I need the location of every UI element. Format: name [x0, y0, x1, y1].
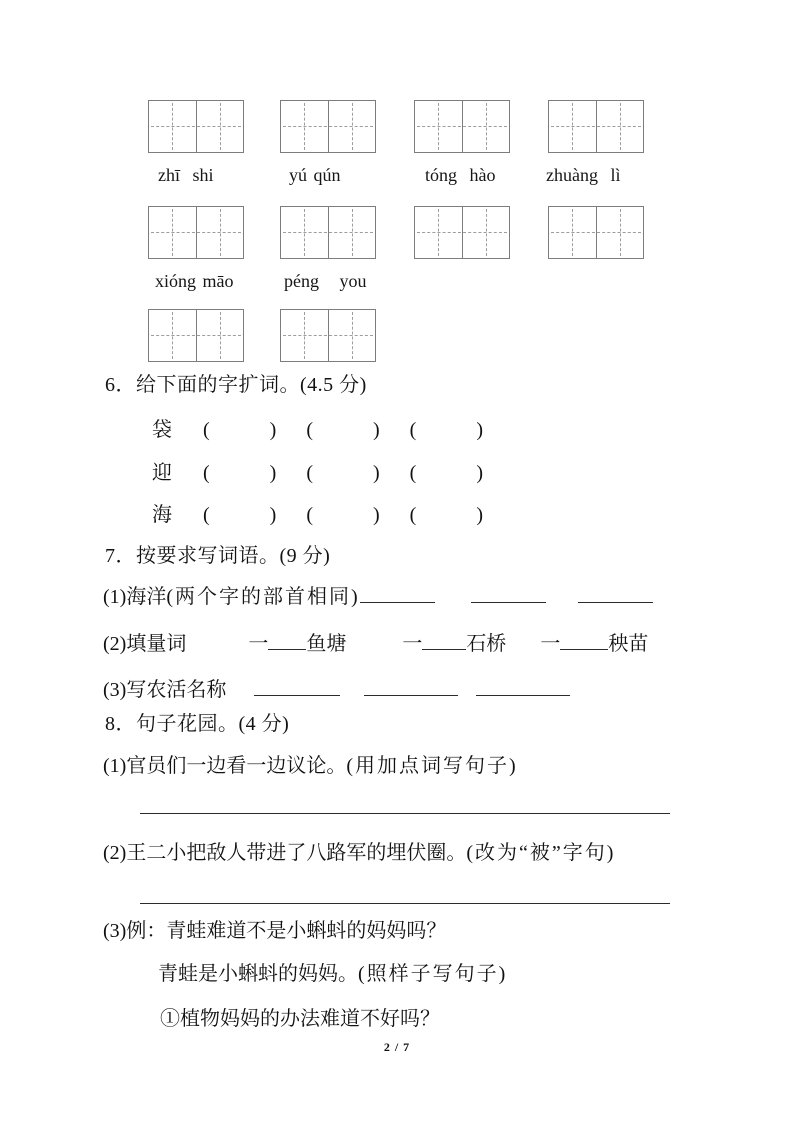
question-6-title: 6．给下面的字扩词。(4.5 分): [105, 374, 367, 396]
base-character: 迎: [152, 462, 172, 484]
answer-parentheses: ( ): [203, 462, 277, 484]
answer-parentheses: ( ): [203, 504, 277, 526]
item-hint: (照样子写句子): [358, 963, 508, 985]
pinyin-label: yú qún: [289, 165, 341, 185]
answer-parentheses: ( ): [409, 462, 483, 484]
answer-line: [140, 813, 670, 814]
question-8-item-3-example-answer: [158, 962, 507, 986]
item-hint: (改为“被”字句): [466, 842, 616, 864]
question-8-item-3-sub-1: ①植物妈妈的办法难道不好吗？: [160, 1008, 440, 1030]
question-8-item-2: [103, 841, 615, 865]
base-character: 海: [152, 504, 172, 526]
noun-word: 鱼塘: [306, 633, 347, 655]
sentence-text: (1)官员们一边看一边议论。: [103, 755, 347, 777]
question-8-title: 8．句子花园。(4 分): [105, 713, 290, 735]
question-8-item-3-example-question: (3)例：青蛙难道不是小蝌蚪的妈妈吗？: [103, 920, 447, 942]
measure-word: 一: [540, 633, 561, 655]
answer-parentheses: ( ): [306, 419, 380, 441]
item-label: (2)填量词: [103, 633, 187, 655]
measure-word: 一: [248, 633, 269, 655]
measure-word: 一: [402, 633, 423, 655]
sentence-text: (2)王二小把敌人带进了八路军的埋伏圈。: [103, 842, 467, 864]
answer-line: [140, 903, 670, 904]
answer-parentheses: ( ): [306, 504, 380, 526]
page-number: 2 / 7: [383, 1040, 411, 1054]
answer-parentheses: ( ): [409, 504, 483, 526]
item-hint: (用加点词写句子): [346, 755, 518, 777]
pinyin-label: xióng māo: [155, 271, 234, 291]
pinyin-label: zhuàng lì: [546, 165, 621, 185]
pinyin-label: tóng hào: [425, 165, 496, 185]
question-7-title: 7．按要求写词语。(9 分): [105, 545, 331, 567]
item-hint: (两个字的部首相同): [166, 586, 360, 608]
answer-parentheses: ( ): [409, 419, 483, 441]
sentence-text: 青蛙是小蝌蚪的妈妈。: [158, 963, 358, 985]
noun-word: 石桥: [466, 633, 507, 655]
item-label: (3)写农活名称: [103, 679, 227, 701]
item-label: (1)海洋: [103, 586, 167, 608]
base-character: 袋: [152, 419, 172, 441]
answer-parentheses: ( ): [203, 419, 277, 441]
answer-parentheses: ( ): [306, 462, 380, 484]
question-8-item-1: [103, 754, 518, 778]
pinyin-label: péng you: [284, 271, 367, 291]
pinyin-label: zhī shi: [158, 165, 214, 185]
noun-word: 秧苗: [608, 633, 649, 655]
